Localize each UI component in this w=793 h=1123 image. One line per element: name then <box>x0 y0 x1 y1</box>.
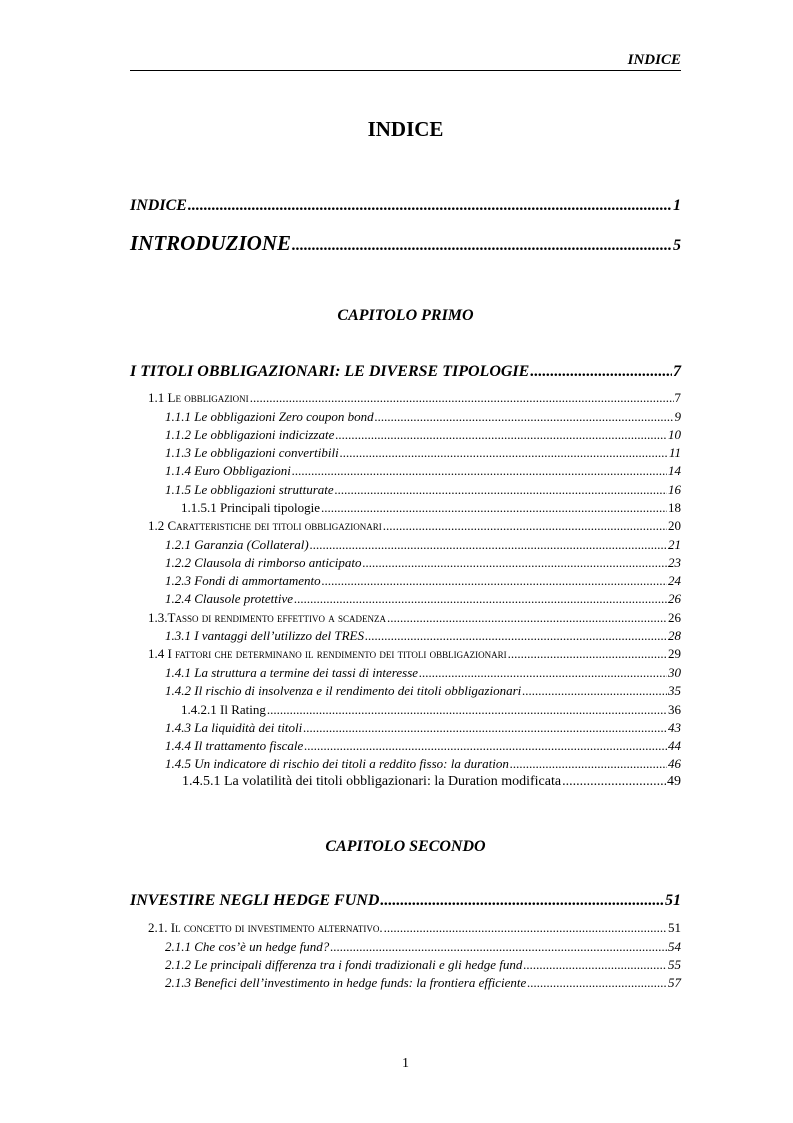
leader-dots <box>304 738 667 754</box>
toc-entry[interactable] <box>130 445 681 461</box>
toc-entry[interactable] <box>130 920 681 936</box>
leader-dots <box>523 957 667 973</box>
toc-entry-page: 29 <box>668 646 681 661</box>
toc-entry-page: 24 <box>668 573 681 588</box>
toc-entry-page: 44 <box>668 738 681 753</box>
toc-entry-label: INTRODUZIONE <box>130 231 292 255</box>
page-number: 1 <box>402 1056 409 1071</box>
toc-chapter-title[interactable] <box>130 363 681 381</box>
toc-entry-label: 1.4.4 Il trattamento fiscale <box>165 738 304 753</box>
toc-entry[interactable] <box>130 975 681 991</box>
toc-entry-label: 1.2.4 Clausole protettive <box>165 591 294 606</box>
toc-entry[interactable] <box>130 427 681 443</box>
toc-entry-page: 9 <box>674 409 681 424</box>
toc-entry-page: 7 <box>674 390 681 405</box>
leader-dots <box>322 573 667 589</box>
toc-entry-page: 30 <box>668 665 681 680</box>
leader-dots <box>375 409 674 425</box>
toc-entry-label: 1.1.4 Euro Obbligazioni <box>165 463 291 478</box>
toc-entry-label: 2.1.3 Benefici dell’investimento in hedge funds: la frontiera efficiente <box>165 975 527 990</box>
toc-entry[interactable] <box>130 537 681 553</box>
toc-entry-label: 1.2.1 Garanzia (Collateral) <box>165 537 309 552</box>
toc-entry-label: INDICE <box>130 197 187 214</box>
leader-dots <box>522 683 667 699</box>
toc-entry[interactable] <box>130 390 681 406</box>
toc-entry-page: 28 <box>668 628 681 643</box>
toc-entry[interactable] <box>130 518 681 534</box>
toc-entry[interactable] <box>130 756 681 772</box>
leader-dots <box>510 756 667 772</box>
toc-entry-label: 1.2.3 Fondi di ammortamento <box>165 573 321 588</box>
toc-entry[interactable] <box>130 463 681 479</box>
toc-entry-label: 1.3.Tasso di rendimento effettivo a scadenza <box>148 610 387 625</box>
toc-entry[interactable] <box>130 555 681 571</box>
toc-entry-page: 7 <box>673 363 681 380</box>
leader-dots <box>527 975 667 991</box>
toc-entry-page: 16 <box>668 482 681 497</box>
toc-entry-page: 23 <box>668 555 681 570</box>
leader-dots <box>292 463 667 479</box>
toc-entry-indice[interactable] <box>130 197 681 215</box>
toc-entry-page: 20 <box>668 518 681 533</box>
toc-entry-label: 1.1.5 Le obbligazioni strutturate <box>165 482 334 497</box>
toc-entry-label: 1.1 Le obbligazioni <box>148 390 249 405</box>
toc-entry-page: 54 <box>668 939 681 954</box>
toc-entry-label: I TITOLI OBBLIGAZIONARI: LE DIVERSE TIPOLOGIE <box>130 363 530 380</box>
leader-dots <box>362 555 667 571</box>
leader-dots <box>383 518 667 534</box>
chapter-heading: CAPITOLO PRIMO <box>337 307 474 324</box>
toc-entry-label: 1.4.2.1 Il Rating <box>181 702 266 717</box>
leader-dots <box>562 774 666 790</box>
toc-entry-label: 1.1.5.1 Principali tipologie <box>181 500 321 515</box>
leader-dots <box>365 628 667 644</box>
leader-dots <box>303 720 667 736</box>
toc-entry[interactable] <box>130 610 681 626</box>
toc-entry[interactable] <box>130 702 681 718</box>
toc-chapter-title[interactable] <box>130 892 681 910</box>
toc-entry[interactable] <box>130 500 681 516</box>
toc-entry[interactable] <box>130 573 681 589</box>
toc-entry[interactable] <box>130 628 681 644</box>
toc-entry-page: 43 <box>668 720 681 735</box>
leader-dots <box>330 939 667 955</box>
toc-entry-label: 1.3.1 I vantaggi dell’utilizzo del TRES <box>165 628 364 643</box>
toc-entry-page: 51 <box>668 920 681 935</box>
toc-entry-page: 5 <box>673 237 681 254</box>
toc-entry[interactable] <box>130 482 681 498</box>
toc-entry[interactable] <box>130 409 681 425</box>
toc-entry-label: 1.1.1 Le obbligazioni Zero coupon bond <box>165 409 374 424</box>
toc-entry-label: 1.4.1 La struttura a termine dei tassi di interesse <box>165 665 419 680</box>
leader-dots <box>188 197 672 215</box>
toc-entry-label: 1.4.3 La liquidità dei titoli <box>165 720 303 735</box>
toc-entry-page: 1 <box>673 197 681 214</box>
toc-entry-page: 51 <box>665 892 681 909</box>
toc-entry-page: 10 <box>668 427 681 442</box>
toc-entry-page: 55 <box>668 957 681 972</box>
leader-dots <box>292 237 672 255</box>
toc-entry-label: 1.1.3 Le obbligazioni convertibili <box>165 445 339 460</box>
toc-entry[interactable] <box>130 720 681 736</box>
toc-entry[interactable] <box>130 665 681 681</box>
toc-entry[interactable] <box>130 939 681 955</box>
toc-entry-page: 18 <box>668 500 681 515</box>
leader-dots <box>530 363 672 381</box>
header-rule <box>130 70 681 71</box>
toc-entry-page: 14 <box>668 463 681 478</box>
leader-dots <box>321 500 667 516</box>
leader-dots <box>335 427 667 443</box>
toc-entry-label: 2.1.2 Le principali differenza tra i fondi tradizionali e gli hedge fund <box>165 957 523 972</box>
leader-dots <box>294 591 667 607</box>
toc-entry[interactable] <box>130 957 681 973</box>
toc-entry[interactable] <box>130 646 681 662</box>
leader-dots <box>380 892 664 910</box>
toc-entry[interactable] <box>130 683 681 699</box>
running-header-title: INDICE <box>627 52 681 68</box>
toc-entry-page: 11 <box>668 445 681 460</box>
toc-entry-label: 1.1.2 Le obbligazioni indicizzate <box>165 427 335 442</box>
toc-entry-label: 1.4.5 Un indicatore di rischio dei titoli a reddito fisso: la duration <box>165 756 509 771</box>
toc-entry-page: 35 <box>668 683 681 698</box>
toc-entry-label: 1.4.2 Il rischio di insolvenza e il rendimento dei titoli obbligazionari <box>165 683 522 698</box>
toc-entry-page: 36 <box>668 702 681 717</box>
toc-entry-label: 1.2.2 Clausola di rimborso anticipato <box>165 555 362 570</box>
leader-dots <box>335 482 667 498</box>
toc-entry-label: 1.4.5.1 La volatilità dei titoli obbligazionari: la Duration modificata <box>182 774 562 789</box>
toc-entry-introduzione[interactable] <box>130 231 681 256</box>
leader-dots <box>267 702 667 718</box>
toc-entry-page: 26 <box>668 591 681 606</box>
toc-entry-label: 2.1.1 Che cos’è un hedge fund? <box>165 939 330 954</box>
toc-entry-page: 57 <box>668 975 681 990</box>
leader-dots <box>250 390 674 406</box>
page-title: INDICE <box>367 117 444 141</box>
toc-entry-label: 1.4 I fattori che determinano il rendimento dei titoli obbligazionari <box>148 646 507 661</box>
toc-entry-label: 2.1. Il concetto di investimento alternativo. <box>148 920 383 935</box>
leader-dots <box>419 665 667 681</box>
toc-entry[interactable] <box>130 738 681 754</box>
chapter-heading: CAPITOLO SECONDO <box>325 838 486 855</box>
toc-entry[interactable] <box>130 774 681 790</box>
toc-entry-page: 46 <box>668 756 681 771</box>
toc-entry-page: 21 <box>668 537 681 552</box>
leader-dots <box>387 610 667 626</box>
toc-entry-page: 49 <box>667 774 681 789</box>
leader-dots <box>508 646 667 662</box>
leader-dots <box>340 445 668 461</box>
toc-entry-page: 26 <box>668 610 681 625</box>
leader-dots <box>310 537 667 553</box>
toc-entry-label: INVESTIRE NEGLI HEDGE FUND <box>130 892 380 909</box>
toc-entry-label: 1.2 Caratteristiche dei titoli obbligazionari <box>148 518 382 533</box>
toc-entry[interactable] <box>130 591 681 607</box>
leader-dots <box>384 920 667 936</box>
